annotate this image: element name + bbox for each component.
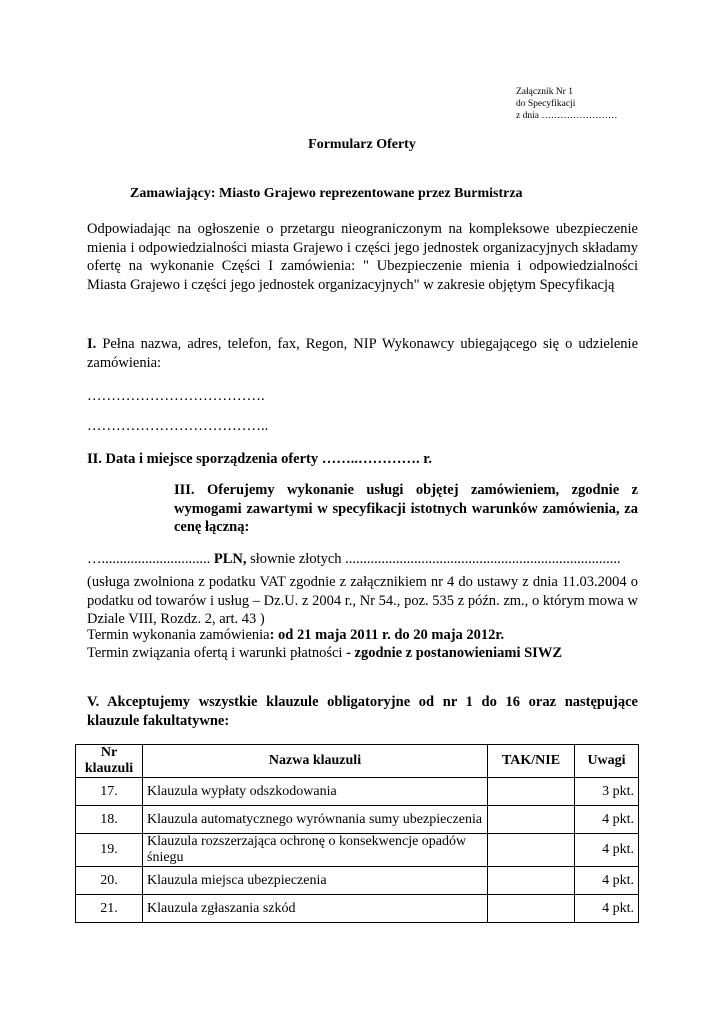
table-row [76, 778, 639, 806]
clause-taknie-cell[interactable] [488, 806, 575, 834]
binding-label: Termin związania ofertą i warunki płatności [87, 645, 347, 661]
section-3: III. Oferujemy wykonanie usługi objętej zamówieniem, zgodnie z wymogami zawartymi w specyfikacji istotnych warunków zamówienia, za cenę łączną: [174, 482, 638, 536]
clause-taknie-cell[interactable] [488, 778, 575, 806]
clause-taknie-cell[interactable] [488, 895, 575, 923]
price-line [87, 551, 621, 568]
section-1-number: I. [87, 336, 97, 352]
clause-nr: 17. [76, 778, 143, 806]
clause-name: Klauzula automatycznego wyrównania sumy ubezpieczenia [143, 806, 488, 834]
attachment-line-2: do Specyfikacji [516, 99, 576, 109]
term-value: : od 21 maja 2011 r. do 20 maja 2012r. [269, 627, 505, 643]
price-words: słownie złotych ............................................................................ [250, 551, 621, 567]
section-1 [87, 335, 638, 372]
clause-notes: 4 pkt. [575, 806, 639, 834]
table-row [76, 834, 639, 867]
clause-nr: 19. [76, 834, 143, 867]
clause-nr: 21. [76, 895, 143, 923]
table-header-row [76, 745, 639, 778]
binding-line [87, 645, 562, 662]
clause-nr: 18. [76, 806, 143, 834]
clause-notes: 4 pkt. [575, 895, 639, 923]
table-row [76, 806, 639, 834]
attachment-note [516, 86, 617, 122]
attachment-line-3: z dnia …………………… [516, 111, 618, 121]
clause-notes: 3 pkt. [575, 778, 639, 806]
clause-taknie-cell[interactable] [488, 834, 575, 867]
section-2: II. Data i miejsce sporządzenia oferty ……..…………. r. [87, 451, 432, 467]
price-currency: PLN, [213, 551, 247, 567]
clause-name: Klauzula rozszerzająca ochronę o konsekwencje opadów śniegu [143, 834, 488, 867]
clause-name: Klauzula wypłaty odszkodowania [143, 778, 488, 806]
section-1-text: Pełna nazwa, adres, telefon, fax, Regon, NIP Wykonawcy ubiegającego się o udzielenie zamówienia: [87, 336, 639, 371]
clause-name: Klauzula zgłaszania szkód [143, 895, 488, 923]
vat-note: (usługa zwolniona z podatku VAT zgodnie z załącznikiem nr 4 do ustawy z dnia 11.03.2004 o podatku od towarów i usług – Dz.U. z 2004 r., Nr 54., poz. 535 z późn. zm., o którym mowa w Dziale VIII, Rozdz. 2, art. 43 ) [87, 574, 638, 628]
section-5: V. Akceptujemy wszystkie klauzule obligatoryjne od nr 1 do 16 oraz następujące klauzule fakultatywne: [87, 694, 638, 729]
table-row [76, 867, 639, 895]
term-label: Termin wykonania zamówienia [87, 627, 270, 643]
table-row [76, 895, 639, 923]
contractor-dots-2: ……………………………….. [87, 418, 269, 434]
clause-name: Klauzula miejsca ubezpieczenia [143, 867, 488, 895]
clause-taknie-cell[interactable] [488, 867, 575, 895]
page-title: Formularz Oferty [308, 137, 416, 152]
header-taknie: TAK/NIE [488, 745, 575, 778]
orderer-line: Zamawiający: Miasto Grajewo reprezentowane przez Burmistrza [130, 186, 523, 201]
attachment-line-1: Załącznik Nr 1 [516, 87, 573, 97]
header-nr-line-2: klauzuli [84, 761, 134, 776]
header-name: Nazwa klauzuli [143, 745, 488, 778]
clause-notes: 4 pkt. [575, 834, 639, 867]
term-line [87, 627, 504, 644]
header-nr-line-1: Nr [100, 745, 118, 760]
price-prefix: ….............................. [87, 551, 211, 567]
clause-notes: 4 pkt. [575, 867, 639, 895]
header-nr [76, 745, 143, 778]
clause-nr: 20. [76, 867, 143, 895]
intro-paragraph: Odpowiadając na ogłoszenie o przetargu nieograniczonym na kompleksowe ubezpieczenie mienia i odpowiedzialności miasta Grajewo i części jego jednostek organizacyjnych składamy ofertę na wykonanie Części I zamówienia: " Ubezpieczenie mienia i odpowiedzialności Miasta Grajewo i części jego jednostek organizacyjnych" w zakresie objętym Specyfikacją [87, 221, 638, 294]
contractor-dots-1: ………………………………. [87, 388, 265, 404]
header-notes: Uwagi [575, 745, 639, 778]
binding-value: - zgodnie z postanowieniami SIWZ [346, 645, 562, 661]
clauses-table [75, 744, 639, 923]
